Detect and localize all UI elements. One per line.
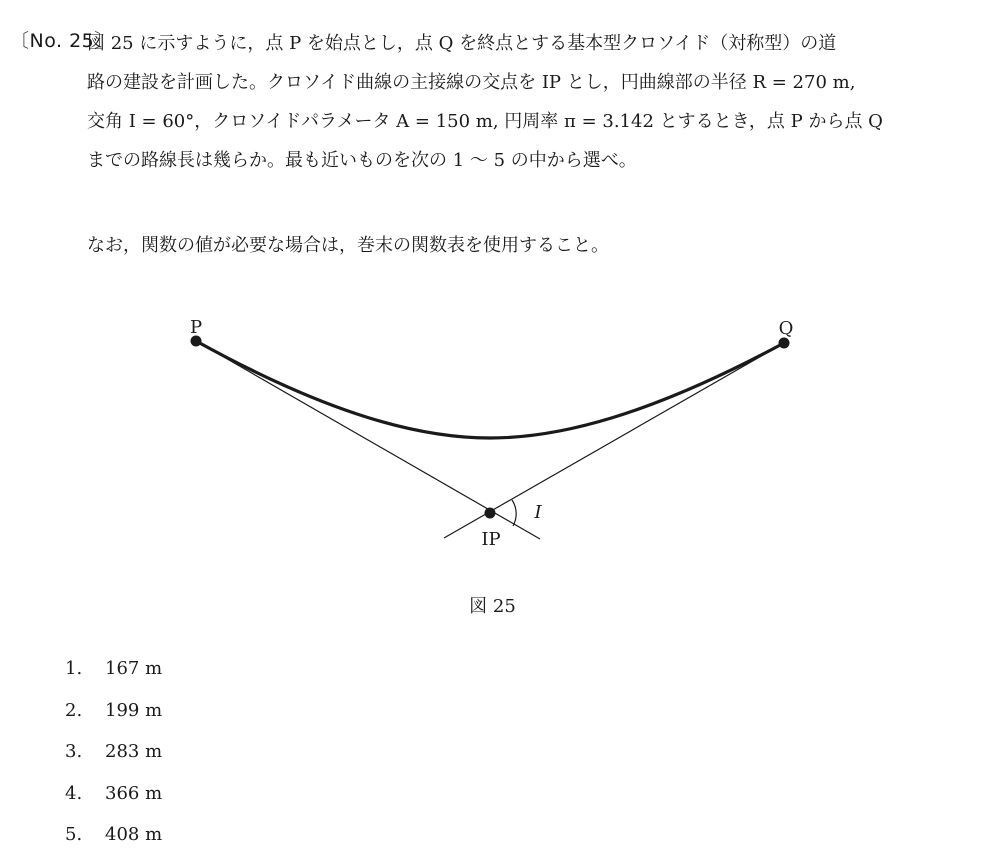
choice-number: 4. (65, 782, 83, 804)
answer-choices (65, 652, 162, 860)
point-q (779, 338, 790, 349)
clothoid-curve (196, 341, 784, 438)
tangent-line-q (444, 343, 784, 538)
question-text (65, 24, 965, 180)
choice-item[interactable] (65, 818, 162, 860)
point-ip (485, 508, 496, 519)
choice-text: 167 m (105, 658, 163, 679)
label-p: P (189, 317, 203, 338)
choice-text: 366 m (105, 782, 163, 804)
choice-item[interactable] (65, 652, 162, 694)
choice-number: 1. (65, 658, 83, 679)
choice-item[interactable] (65, 777, 162, 819)
question-line: 図 25 に示すように，点 P を始点とし，点 Q を終点とする基本型クロソイド（対称型）の道 (87, 33, 837, 54)
label-ip: IP (481, 529, 501, 550)
question-line: 路の建設を計画した。クロソイド曲線の主接線の交点を IP とし，円曲線部の半径 R = 270 m, (87, 72, 856, 93)
clothoid-figure (0, 300, 985, 560)
question-line: までの路線長は幾らか。最も近いものを次の 1 ～ 5 の中から選べ。 (87, 150, 637, 171)
label-angle-i: I (534, 502, 542, 523)
figure-caption: 図 25 (469, 596, 516, 617)
choice-item[interactable] (65, 694, 162, 736)
choice-item[interactable] (65, 735, 162, 777)
question-note (87, 226, 985, 265)
label-q: Q (778, 318, 794, 339)
intersection-angle-arc (512, 500, 516, 526)
clothoid-diagram (0, 300, 985, 560)
choice-text: 408 m (105, 824, 163, 845)
question-line: 交角 I = 60°，クロソイドパラメータ A = 150 m, 円周率 π = 3.142 とするとき，点 P から点 Q (87, 111, 883, 132)
choice-number: 2. (65, 699, 83, 721)
choice-text: 283 m (105, 741, 163, 762)
choice-number: 3. (65, 741, 83, 762)
note-line: なお，関数の値が必要な場合は，巻末の関数表を使用すること。 (87, 235, 609, 256)
choice-text: 199 m (105, 699, 163, 721)
question-number: 〔No. 25〕 (10, 30, 114, 52)
choice-number: 5. (65, 824, 83, 845)
